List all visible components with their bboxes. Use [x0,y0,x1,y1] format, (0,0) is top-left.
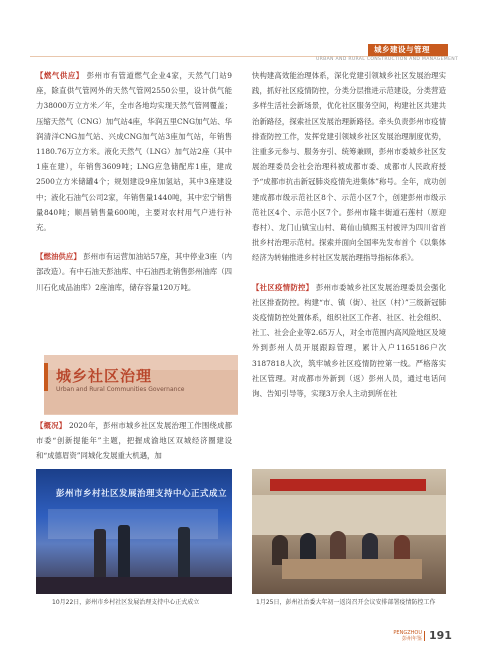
text-gas-supply: 彭州市有管道燃气企业4家，天然气门站9座，除直供气管网外的天然气管网2550公里，设计供气能力38000万立方米／年，全市各地均实现天然气管网覆盖；压缩天然气（CNG）加气站4座，华润五里CNG加气站、华润清洋CNG加气站、兴成CNG加气站3座加气站，年销售1180.76万立方米。液化天然气（LNG）加气站2座（其中1座在建），年销售3609吨；LNG应急储配库1座，建成2500立方米储罐4个；规划建设9座加氢站，其中3座建设中；液化石油气公司2家，年销售量1440吨，其中宏宁销售量840吨；顺昌销售量600吨，主要对农村用气户进行补充。 [36,71,232,233]
text-epidemic-control: 彭州市委城乡社区发展治理委员会强化社区排查防控。构建“市、镇（街）、社区（村）”三级新冠肺炎疫情防控处置体系，组织社区工作者、社区、社会组织、社工、社会企业等2.65万人，对全市范围内高风险地区及境外到彭州人员开展跟踪管理，累计入户1165186户次3187818人次，筑牢城乡社区疫情防控第一线。严格落实社区管理。对成都市外新到（返）彭州人员，通过电话问询、告知引导等，实现3万余人主动到所在社 [252,282,446,399]
screen-text: 彭州市乡村社区发展治理支持中心正式成立 [56,489,228,499]
meeting-banner [270,479,426,491]
footer-rule [424,631,425,641]
paragraph-overview [36,418,232,464]
text-fuel-supply: 彭州市有运营加油站57座，其中停业3座（内部改造）。有中石油天彭油库、中石油西北销售彭州油库（四川石化成品油库）2座油库，储存容量120万吨。 [36,252,232,292]
footer-brand-cn: 彭州年鉴 [401,636,422,642]
tag-fuel-supply: 【燃油供应】 [36,252,81,262]
running-head-subtitle: URBAN AND RURAL CONSTRUCTION AND MANAGEMENT [316,57,459,62]
paragraph-fuel-supply [36,249,232,295]
text-continuation: 快构建高效能治理体系，深化党建引领城乡社区发展治理实践，抓好社区疫情防控，分类分层推进示范建设，分类营造多样生活社会新场景，优化社区服务空间，构建社区共建共治新路径，探索社区发展治理新路径。牵头负责彭州市疫情排查防控工作，发挥党建引领城乡社区发展治理制度优势，注重多元参与、服务夯引、统筹兼顾，彭州市委城乡社区发展治理委员会社会治理科被成都市委、成都市人民政府授予“成都市抗击新冠肺炎疫情先进集体”称号。全年，成功创建成都市级示范社区8个、示范小区7个，创建彭州市级示范社区4个、示范小区7个。彭州市隆丰街道石莲村（原迎春村）、龙门山镇宝山村、葛仙山镇熙玉村被评为四川省首批乡村治理示范村。探索并面向全国率先发布首个《以集体经济为转轴推进乡村社区发展治理指导指标体系》。 [252,71,446,263]
caption-left: 10月22日，彭州市乡村社区发展治理支持中心正式成立 [52,599,200,606]
section-title: 城乡社区治理 [56,367,153,385]
photo-center-launch [36,469,232,594]
tag-gas-supply: 【燃气供应】 [36,71,84,80]
footer-brand-en: PENGZHOU [393,630,422,636]
left-column [36,68,232,295]
person-figure [94,529,106,577]
running-head-title: 城乡建设与管理 [374,45,430,54]
text-overview: 2020年，彭州市城乡社区发展治理工作围绕成都市委“创新提能年”主题，把握成渝地区双城经济圈建设和“成德眉资”同城化发展重大机遇，加 [36,421,232,461]
meeting-wall [252,495,446,535]
section-subtitle: Urban and Rural Communities Governance [56,386,185,393]
screen-glow [48,509,218,539]
tag-epidemic-control: 【社区疫情防控】 [252,282,314,292]
person-figure [178,527,190,577]
right-column [252,68,446,401]
paragraph-continuation [252,68,446,266]
photo-meeting [252,469,446,594]
section-accent [44,363,48,391]
footer-brand [374,630,422,642]
paragraph-gas-supply [36,68,232,235]
tag-overview: 【概况】 [36,421,67,430]
caption-right: 1月25日，彭州社治委大年初一返岗召开会议安排部署疫情防控工作 [256,599,436,606]
page-number: 191 [429,629,452,642]
stage-floor [36,577,232,594]
meeting-table [282,559,422,579]
paragraph-epidemic-control [252,280,446,402]
person-figure [118,525,130,577]
